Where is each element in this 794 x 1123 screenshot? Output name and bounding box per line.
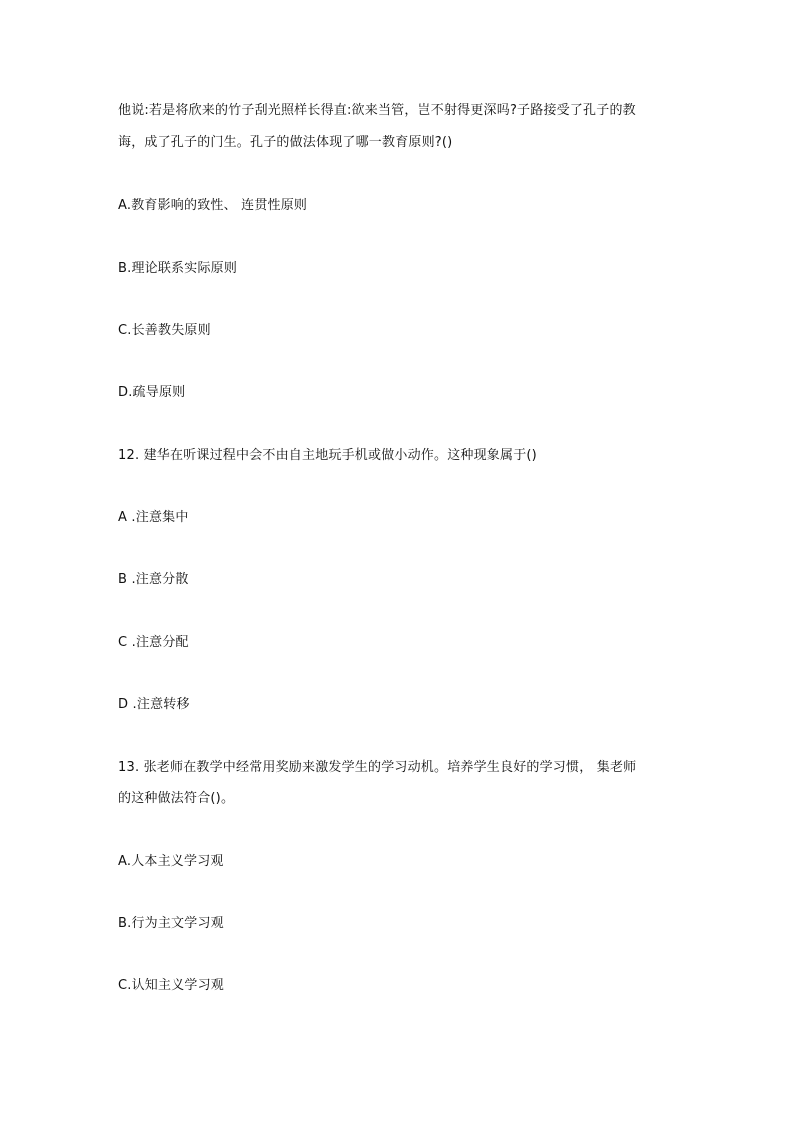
question-12-option-c: C .注意分配 [118, 635, 189, 650]
question-13-option-c: C.认知主义学习观 [118, 978, 225, 993]
question-11-option-b: B.理论联系实际原则 [118, 261, 238, 276]
question-11-stem-line-2: 诲，成了孔子的门生。孔子的做法体现了哪一教育原则?() [118, 135, 453, 150]
question-12-stem: 12. 建华在听课过程中会不由自主地玩手机或做小动作。这种现象属于() [118, 448, 537, 463]
question-12-option-b: B .注意分散 [118, 572, 189, 587]
question-13-stem-line-1: 13. 张老师在教学中经常用奖励来激发学生的学习动机。培养学生良好的学习惯， 集老师 [118, 760, 637, 775]
question-12-option-d: D .注意转移 [118, 697, 190, 712]
question-13-option-b: B.行为主文学习观 [118, 916, 224, 931]
question-13-stem-line-2: 的这种做法符合()。 [118, 791, 235, 806]
question-11-option-a: A.教育影响的致性、 连贯性原则 [118, 198, 308, 213]
question-11-option-d: D.疏导原则 [118, 385, 186, 400]
question-12-option-a: A .注意集中 [118, 510, 189, 525]
question-13-option-a: A.人本主义学习观 [118, 854, 224, 869]
question-11-stem-line-1: 他说:若是将欣来的竹子刮光照样长得直:欲来当管，岂不射得更深吗?子路接受了孔子的教 [118, 103, 636, 118]
question-11-option-c: C.长善教失原则 [118, 323, 211, 338]
